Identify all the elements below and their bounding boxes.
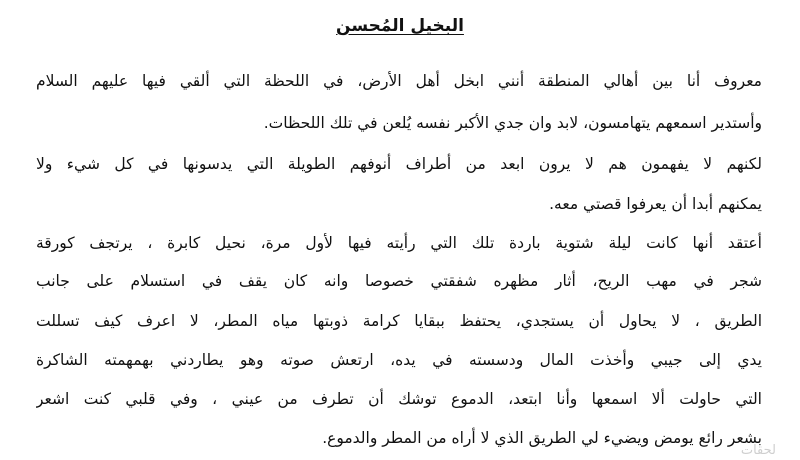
document-title: البخيل المُحسن (336, 16, 464, 36)
paragraph-line: التي حاولت ألا اسمعها وأنا ابتعد، الدموع توشك أن تطرف من عيني ، وفي قلبي كنت اشعر (36, 390, 762, 408)
watermark: لحقات (740, 443, 776, 458)
paragraph-line: وأستدير اسمعهم يتهامسون، لابد وان جدي الأكبر نفسه يُلعن في تلك اللحظات. (263, 114, 762, 132)
paragraph-line: الطريق ، لا يحاول أن يستجدي، يحتفظ ببقايا كرامة ذوبتها مياه المطر، لا اعرف كيف تسللت (36, 312, 762, 330)
paragraph-line: معروف أنا بين أهالي المنطقة أنني ابخل أهل الأرض، في اللحظة التي ألقي فيها عليهم السلام (36, 72, 762, 90)
paragraph-line: أعتقد أنها كانت ليلة شتوية باردة تلك التي رأيته فيها لأول مرة، نحيل كابرة ، يرتجف كورقة (36, 234, 762, 252)
paragraph-line: يدي إلى جيبي وأخذت المال ودسسته في يده، ارتعش صوته وهو يطاردني بهمهمته الشاكرة (36, 351, 762, 369)
paragraph-line: يمكنهم أبدا أن يعرفوا قصتي معه. (549, 195, 762, 213)
paragraph-line: لكنهم لا يفهمون هم لا يرون ابعد من أطراف أنوفهم الطويلة التي يدسونها في كل شيء ولا (36, 155, 762, 173)
paragraph-line: شجر في مهب الريح، أثار مظهره شفقتي خصوصا وانه كان يقف في استسلام على جانب (36, 272, 762, 290)
paragraph-line: بشعر رائع يومض ويضيء لي الطريق الذي لا أراه من المطر والدموع. (322, 429, 762, 447)
